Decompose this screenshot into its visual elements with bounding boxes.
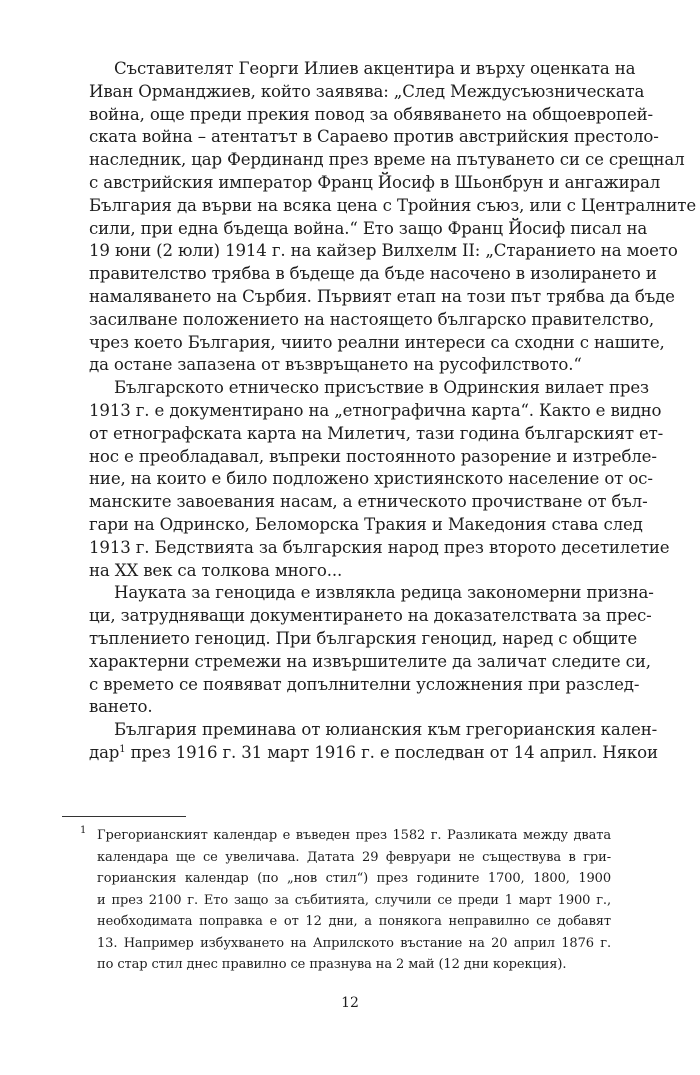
text-line: България да върви на всяка цена с Тройния съюз, или с Централните [89,195,697,215]
text-line: 1913 г. е документирано на „етнографична карта“. Както е видно [89,400,662,420]
text-line: от етнографската карта на Милетич, тази година българският ет- [89,423,664,443]
footnote-reference[interactable]: 1 [119,743,126,755]
text-line: Иван Орманджиев, който заявява: „След Междусъюзническата [89,81,645,101]
text-line: 19 юни (2 юли) 1914 г. на кайзер Вилхелм II: „Старанието на моето [89,241,678,261]
footnote-line: 13. Например избухването на Априлското въстание на 20 април 1876 г. [97,935,611,951]
text-line: ние, на които е било подложено християнското население от ос- [89,469,653,489]
text-line: да остане запазена от възвръщането на русофилството.“ [89,355,582,375]
text-line: на XX век са толкова много... [89,560,343,580]
footnote-marker: 1 [80,825,87,836]
footnote-text [97,825,611,976]
text-line: сили, при една бъдеща война.“ Ето защо Франц Йосиф писал на [89,218,648,238]
text-line: с времето се появяват допълнителни усложнения при разслед- [89,674,640,694]
text-line: ската война – атентатът в Сараево против австрийския престоло- [89,127,659,147]
footnote-line: необходимата поправка е от 12 дни, а понякога неправилно се добавят [97,914,611,929]
main-text [89,58,697,765]
footnote-line: по стар стил днес правилно се празнува на 2 май (12 дни корекция). [97,957,567,972]
text-line: манските завоевания насам, а етническото прочистване от бъл- [89,492,648,512]
footnote-line: Грегорианският календар е въведен през 1582 г. Разликата между двата [97,828,611,843]
text-line: правителство трябва в бъдеще да бъде насочено в изолирането и [89,264,657,284]
text-line: нос е преобладавал, въпреки постоянното разорение и изтребле- [89,446,657,466]
text-line: война, още преди прекия повод за обявяването на общоевропей- [89,104,653,124]
text-line: гари на Одринско, Беломорска Тракия и Македония става след [89,514,643,534]
page-number: 12 [341,995,359,1011]
footnote-divider [62,816,186,817]
text-line: засилване положението на настоящето българско правителство, [89,309,655,329]
text-line: с австрийския император Франц Йосиф в Шьонбрун и ангажирал [89,172,661,192]
text-line: намаляването на Сърбия. Първият етап на този път трябва да бъде [89,286,675,306]
text-line: характерни стремежи на извършителите да заличат следите си, [89,651,651,671]
footnote-line: календара ще се увеличава. Датата 29 февруари не съществува в гри- [97,849,611,865]
text-line: Съставителят Георги Илиев акцентира и върху оценката на [114,59,636,78]
text-line: чрез което България, чиито реални интереси са сходни с нашите, [89,332,665,352]
text-line: Науката за геноцида е извлякла редица закономерни призна- [114,583,654,603]
text-line: Българското етническо присъствие в Одринския вилает през [114,378,649,398]
footnote-line: горианския календар (по „нов стил“) през годините 1700, 1800, 1900 [97,871,611,886]
text-line: наследник, цар Фердинанд през време на пътуването си се срещнал [89,150,685,170]
text-line: 1913 г. Бедствията за българския народ през второто десетилетие [89,537,670,557]
text-line-with-footnote [89,742,658,765]
text-line: ването. [89,697,153,717]
footnote-line: и през 2100 г. Ето защо за събитията, случили се преди 1 март 1900 г., [97,892,611,908]
text-line: България преминава от юлианския към грегорианския кален- [114,720,658,740]
text-fragment: дар [89,742,120,762]
text-fragment: през 1916 г. 31 март 1916 г. е последван от 14 април. Някои [130,742,658,762]
text-line: ци, затрудняващи документирането на доказателствата за прес- [89,606,652,626]
text-line: тъплението геноцид. При българския геноцид, наред с общите [89,628,638,648]
